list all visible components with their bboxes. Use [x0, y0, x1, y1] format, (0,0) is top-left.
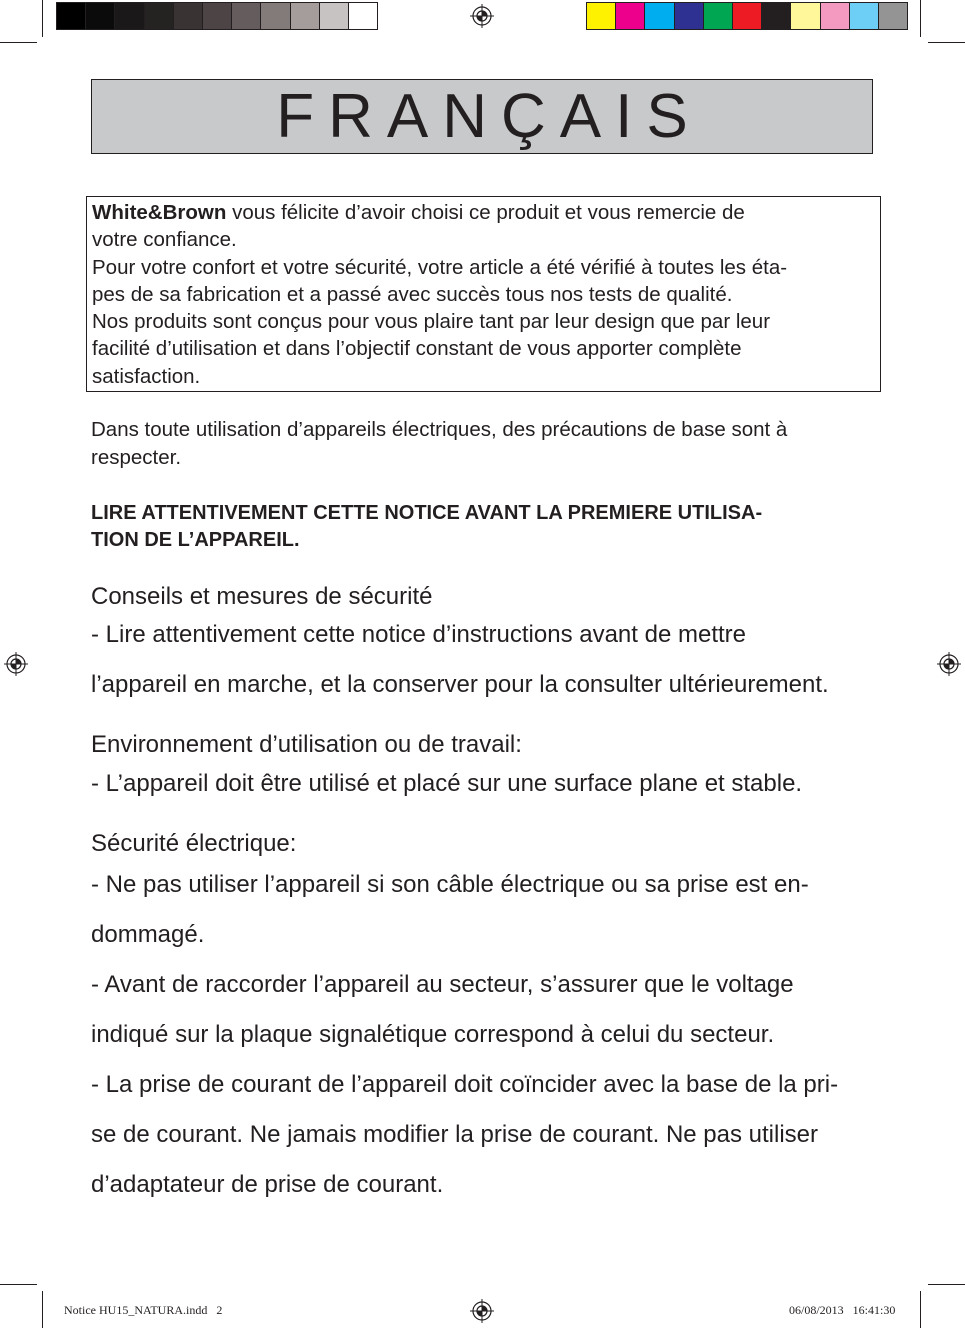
- precautions-line: respecter.: [91, 446, 182, 469]
- intro-line: votre confiance.: [92, 228, 237, 252]
- body-line: - Ne pas utiliser l’appareil si son câble électrique ou sa prise est en-: [91, 871, 809, 898]
- registration-mark-icon: [470, 1299, 494, 1323]
- crop-mark: [928, 1284, 965, 1285]
- color-swatch: [587, 3, 616, 29]
- section-heading-electrical: Sécurité électrique:: [91, 830, 297, 857]
- color-swatch: [203, 3, 232, 29]
- color-swatch: [704, 3, 733, 29]
- color-swatch: [616, 3, 645, 29]
- crop-mark: [42, 1291, 43, 1328]
- color-swatch: [261, 3, 290, 29]
- section-heading-safety: Conseils et mesures de sécurité: [91, 583, 433, 610]
- color-swatch: [232, 3, 261, 29]
- language-title-banner: [91, 79, 873, 154]
- crop-mark: [928, 42, 965, 43]
- footer-timestamp: 06/08/2013 16:41:30: [789, 1303, 896, 1317]
- color-swatch: [762, 3, 791, 29]
- crop-mark: [0, 42, 37, 43]
- body-line: dommagé.: [91, 921, 205, 948]
- intro-line: Pour votre confort et votre sécurité, votre article a été vérifié à toutes les éta-: [92, 255, 788, 279]
- intro-line: facilité d’utilisation et dans l’objectif constant de vous apporter complète: [92, 337, 742, 361]
- registration-mark-icon: [470, 4, 494, 28]
- body-line: l’appareil en marche, et la conserver pour la consulter ultérieurement.: [91, 671, 829, 698]
- registration-mark-icon: [4, 652, 28, 676]
- brand-name: White&Brown: [92, 201, 227, 224]
- footer-file-name: Notice HU15_NATURA.indd 2: [64, 1303, 223, 1317]
- color-swatch: [879, 3, 907, 29]
- intro-box: [86, 196, 881, 392]
- color-swatch: [57, 3, 86, 29]
- crop-mark: [920, 1291, 921, 1328]
- body-line: d’adaptateur de prise de courant.: [91, 1171, 444, 1198]
- color-swatch: [645, 3, 674, 29]
- color-swatch: [791, 3, 820, 29]
- body-line: - Lire attentivement cette notice d’instructions avant de mettre: [91, 621, 746, 648]
- color-swatch: [821, 3, 850, 29]
- color-swatch: [850, 3, 879, 29]
- color-swatch: [86, 3, 115, 29]
- color-swatch: [349, 3, 377, 29]
- color-swatch: [291, 3, 320, 29]
- color-swatch: [115, 3, 144, 29]
- process-color-bar: [586, 2, 908, 30]
- color-swatch: [320, 3, 349, 29]
- color-swatch: [174, 3, 203, 29]
- grayscale-color-bar: [56, 2, 378, 30]
- intro-line: [92, 199, 876, 226]
- registration-mark-icon: [937, 652, 961, 676]
- warning-line: LIRE ATTENTIVEMENT CETTE NOTICE AVANT LA PREMIERE UTILISA-: [91, 502, 763, 524]
- intro-line: satisfaction.: [92, 364, 201, 388]
- warning-line: TION DE L’APPAREIL.: [91, 529, 300, 551]
- body-line: indiqué sur la plaque signalétique correspond à celui du secteur.: [91, 1021, 775, 1048]
- intro-line: Nos produits sont conçus pour vous plaire tant par leur design que par leur: [92, 310, 771, 334]
- crop-mark: [920, 0, 921, 37]
- crop-mark: [0, 1284, 37, 1285]
- crop-mark: [42, 0, 43, 37]
- body-line: - L’appareil doit être utilisé et placé sur une surface plane et stable.: [91, 770, 803, 797]
- section-heading-environment: Environnement d’utilisation ou de travail:: [91, 731, 522, 758]
- body-line: - Avant de raccorder l’appareil au secteur, s’assurer que le voltage: [91, 971, 794, 998]
- page-title: FRANÇAIS: [276, 82, 702, 151]
- body-line: se de courant. Ne jamais modifier la prise de courant. Ne pas utiliser: [91, 1121, 819, 1148]
- color-swatch: [733, 3, 762, 29]
- color-swatch: [675, 3, 704, 29]
- body-line: - La prise de courant de l’appareil doit coïncider avec la base de la pri-: [91, 1071, 839, 1098]
- intro-line: pes de sa fabrication et a passé avec succès tous nos tests de qualité.: [92, 282, 733, 306]
- color-swatch: [145, 3, 174, 29]
- intro-text: vous félicite d’avoir choisi ce produit et vous remercie de: [226, 201, 745, 224]
- precautions-line: Dans toute utilisation d’appareils électriques, des précautions de base sont à: [91, 418, 788, 441]
